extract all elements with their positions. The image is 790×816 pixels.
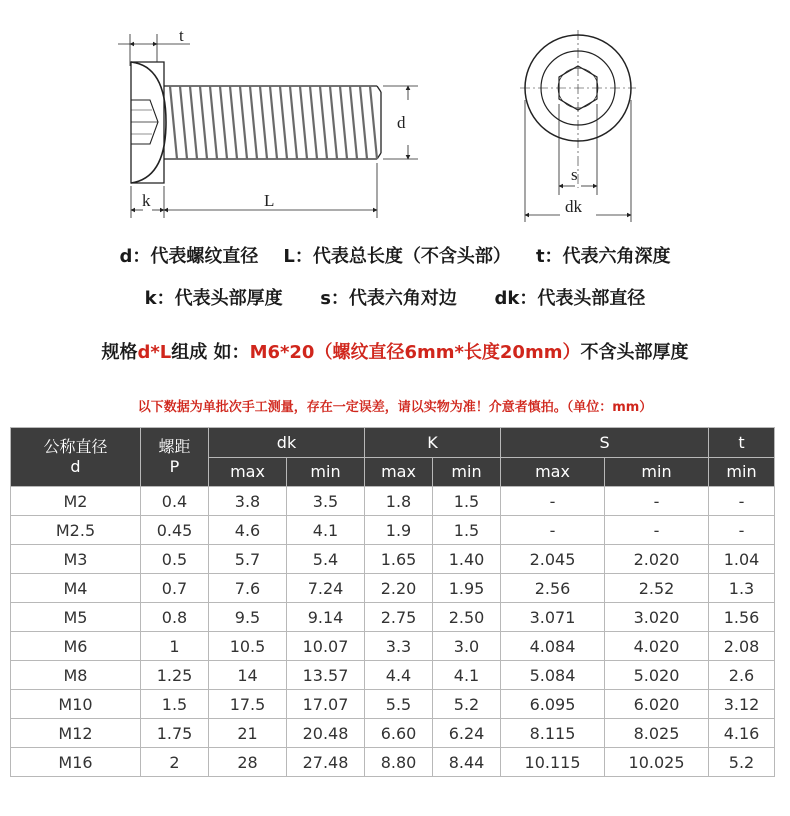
cell-dk-min: 7.24 [287,574,365,603]
table-header-row-1 [11,428,775,458]
cell-p: 0.5 [141,545,209,574]
table-row [11,632,775,661]
label-dk: dk [565,197,582,216]
cell-k-min: 1.5 [433,516,501,545]
header-nominal-sym: d [70,457,81,476]
header-t-min: min [709,457,775,487]
cell-d: M16 [11,748,141,777]
cell-k-min: 6.24 [433,719,501,748]
cell-d: M5 [11,603,141,632]
cell-s-min: 2.52 [605,574,709,603]
cell-s-max: 3.071 [501,603,605,632]
cell-k-max: 2.20 [365,574,433,603]
table-row [11,487,775,516]
label-s: s [571,165,578,184]
cell-k-min: 8.44 [433,748,501,777]
header-dk: dk [209,428,365,458]
cell-dk-max: 10.5 [209,632,287,661]
cell-d: M8 [11,661,141,690]
cell-k-max: 1.65 [365,545,433,574]
cell-d: M6 [11,632,141,661]
label-L: L [264,191,275,210]
cell-dk-max: 3.8 [209,487,287,516]
header-pitch [141,428,209,487]
cell-s-max: - [501,487,605,516]
cell-dk-min: 20.48 [287,719,365,748]
cell-dk-max: 17.5 [209,690,287,719]
cell-t-min: 4.16 [709,719,775,748]
cell-dk-max: 9.5 [209,603,287,632]
cell-dk-min: 3.5 [287,487,365,516]
header-nominal-label: 公称直径 [43,437,108,456]
cell-k-max: 3.3 [365,632,433,661]
cell-s-max: 4.084 [501,632,605,661]
cell-d: M2.5 [11,516,141,545]
cell-t-min: 2.6 [709,661,775,690]
cell-s-max: 2.045 [501,545,605,574]
spec-example [0,338,790,364]
spec-example-value: M6*20（螺纹直径6mm*长度20mm） [249,342,581,363]
cell-k-max: 5.5 [365,690,433,719]
cell-p: 1.75 [141,719,209,748]
cell-s-max: 8.115 [501,719,605,748]
label-d: d [397,113,406,132]
cell-dk-max: 21 [209,719,287,748]
cell-s-min: 8.025 [605,719,709,748]
cell-t-min: 5.2 [709,748,775,777]
header-s: S [501,428,709,458]
cell-k-min: 4.1 [433,661,501,690]
table-row [11,748,775,777]
cell-k-max: 8.80 [365,748,433,777]
header-k-min: min [433,457,501,487]
table-row [11,690,775,719]
header-t: t [709,428,775,458]
cell-d: M3 [11,545,141,574]
cell-k-min: 1.40 [433,545,501,574]
cell-p: 0.45 [141,516,209,545]
table-row [11,603,775,632]
cell-d: M4 [11,574,141,603]
cell-t-min: 3.12 [709,690,775,719]
cell-p: 1.5 [141,690,209,719]
cell-p: 0.4 [141,487,209,516]
table-row [11,661,775,690]
cell-s-max: - [501,516,605,545]
cell-k-max: 1.9 [365,516,433,545]
cell-p: 1.25 [141,661,209,690]
header-pitch-label: 螺距 [158,437,191,456]
screw-diagram [0,0,790,240]
front-view [520,30,636,222]
cell-k-min: 3.0 [433,632,501,661]
cell-dk-min: 13.57 [287,661,365,690]
header-dk-min: min [287,457,365,487]
header-k-max: max [365,457,433,487]
measurement-note: 以下数据为单批次手工测量，存在一定误差，请以实物为准！介意者慎拍。（单位：mm） [137,400,653,415]
spec-mid: 组成 如： [171,342,250,363]
spec-formula: d*L [137,342,172,363]
cell-s-min: 5.020 [605,661,709,690]
cell-d: M12 [11,719,141,748]
cell-s-max: 6.095 [501,690,605,719]
cell-dk-max: 14 [209,661,287,690]
legend-line-2: k：代表头部厚度 s：代表六角对边 dk：代表头部直径 [144,288,646,309]
cell-s-min: - [605,487,709,516]
cell-t-min: - [709,487,775,516]
cell-d: M10 [11,690,141,719]
cell-k-max: 1.8 [365,487,433,516]
cell-k-max: 6.60 [365,719,433,748]
cell-s-min: 3.020 [605,603,709,632]
cell-p: 2 [141,748,209,777]
cell-dk-max: 28 [209,748,287,777]
header-nominal [11,428,141,487]
cell-dk-min: 10.07 [287,632,365,661]
cell-dk-min: 9.14 [287,603,365,632]
table-row [11,516,775,545]
cell-dk-min: 27.48 [287,748,365,777]
header-dk-max: max [209,457,287,487]
cell-k-max: 2.75 [365,603,433,632]
table-row [11,545,775,574]
header-s-max: max [501,457,605,487]
cell-t-min: - [709,516,775,545]
label-k: k [142,191,151,210]
cell-s-max: 2.56 [501,574,605,603]
cell-k-min: 5.2 [433,690,501,719]
cell-d: M2 [11,487,141,516]
cell-dk-max: 4.6 [209,516,287,545]
header-s-min: min [605,457,709,487]
cell-t-min: 1.56 [709,603,775,632]
label-t: t [179,26,184,45]
spec-suffix: 不含头部厚度 [580,342,689,363]
cell-t-min: 1.3 [709,574,775,603]
cell-dk-max: 5.7 [209,545,287,574]
cell-k-min: 1.95 [433,574,501,603]
table-row [11,574,775,603]
spec-prefix: 规格 [101,342,138,363]
cell-s-min: 2.020 [605,545,709,574]
spec-table [10,427,775,777]
cell-t-min: 2.08 [709,632,775,661]
cell-k-min: 2.50 [433,603,501,632]
cell-p: 0.7 [141,574,209,603]
table-row [11,719,775,748]
cell-dk-min: 4.1 [287,516,365,545]
cell-dk-max: 7.6 [209,574,287,603]
cell-s-min: 6.020 [605,690,709,719]
cell-s-min: - [605,516,709,545]
cell-p: 1 [141,632,209,661]
header-pitch-sym: P [169,457,180,476]
cell-t-min: 1.04 [709,545,775,574]
cell-dk-min: 5.4 [287,545,365,574]
cell-s-min: 4.020 [605,632,709,661]
cell-s-min: 10.025 [605,748,709,777]
cell-s-max: 10.115 [501,748,605,777]
cell-dk-min: 17.07 [287,690,365,719]
cell-p: 0.8 [141,603,209,632]
legend-line-1: d：代表螺纹直径 L：代表总长度（不含头部） t：代表六角深度 [119,246,671,267]
cell-s-max: 5.084 [501,661,605,690]
cell-k-max: 4.4 [365,661,433,690]
header-k: K [365,428,501,458]
cell-k-min: 1.5 [433,487,501,516]
